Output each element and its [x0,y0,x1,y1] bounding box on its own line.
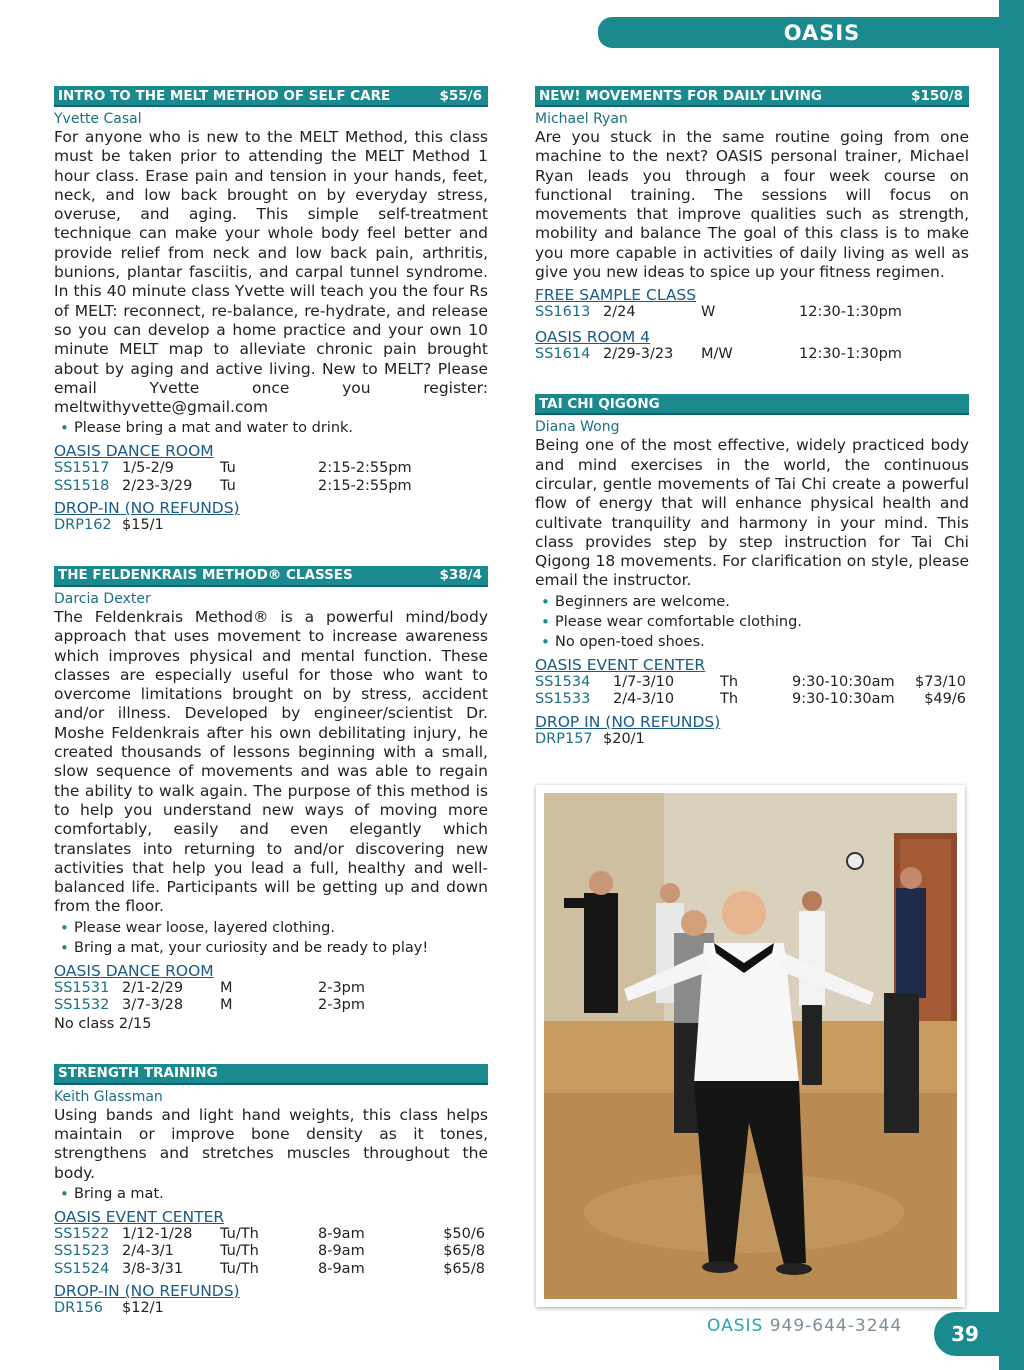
note-item: • Please bring a mat and water to drink. [54,418,488,438]
header-title: OASIS [783,20,861,45]
course-days: Tu [220,477,236,494]
instructor-name: Diana Wong [535,419,620,436]
schedule-row [535,346,969,364]
schedule-row [535,304,969,322]
course-code: SS1532 [54,997,110,1014]
course-dates: 2/4-3/10 [613,691,675,708]
course-dates: 2/1-2/29 [122,979,184,996]
course-time: 8-9am [318,1243,365,1260]
class-price: $38/4 [439,567,482,584]
course-code: DRP157 [535,730,593,747]
class-title: TAI CHI QIGONG [539,395,660,412]
course-fee: $65/8 [443,1260,485,1277]
class-notes [535,592,969,652]
class-notes [54,418,488,438]
location-link[interactable]: DROP-IN (NO REFUNDS) [54,1282,240,1301]
course-dates: 1/7-3/10 [613,673,675,690]
course-time: 2:15-2:55pm [318,460,412,477]
schedule-row [54,1300,488,1318]
course-code: DRP162 [54,517,112,534]
schedule-row [54,1261,488,1279]
page-edge-bar [999,0,1024,1370]
course-days: W [701,304,716,321]
page-number-tab [934,1312,1000,1356]
course-time: 12:30-1:30pm [799,345,902,362]
course-code: SS1522 [54,1225,110,1242]
note-item: • Bring a mat. [54,1184,488,1204]
class-photo-frame [536,785,965,1307]
drop-in-fee: $20/1 [603,730,645,747]
schedule-row [535,731,969,749]
location-link[interactable]: OASIS ROOM 4 [535,327,651,346]
page-number: 39 [951,1322,979,1346]
course-days: Th [720,673,739,690]
instructor-name: Darcia Dexter [54,590,151,607]
course-days: Tu/Th [220,1260,259,1277]
course-days: M/W [701,345,733,362]
note-item: • Bring a mat, your curiosity and be ready to play! [54,938,488,958]
schedule-row [54,980,488,998]
course-dates: 1/5-2/9 [122,460,174,477]
class-header [54,1064,488,1085]
course-time: 9:30-10:30am [792,673,895,690]
class-description: For anyone who is new to the MELT Method, this class must be taken prior to attending the MELT Method 1 hour class. Erase pain and tension in your hands, feet, neck, and low back brought on by everyday stress, overuse, and aging. This simple self-treatment technique can make your whole body feel better and provide relief from neck and low back pain, arthritis, bunions, plantar fasciitis, and carpal tunnel syndrome. In this 40 minute class Yvette will teach you the four Rs of MELT: reconnect, re-balance, re-hydrate, and release so you can develop a home practice and your own 10 minute MELT map to alleviate chronic pain brought about by aging and active living. New to MELT? Please email Yvette once you register: meltwithyvette@gmail.com [54,128,488,417]
course-days: Tu/Th [220,1225,259,1242]
note-item: • No open-toed shoes. [535,632,969,652]
note-item: • Please wear comfortable clothing. [535,612,969,632]
course-time: 2:15-2:55pm [318,477,412,494]
course-dates: 2/4-3/1 [122,1243,174,1260]
schedule-row [535,691,969,709]
course-code: DR156 [54,1300,103,1317]
tai-chi-class-photo [544,793,957,1299]
instructor-name: Michael Ryan [535,111,628,127]
location-link[interactable]: OASIS DANCE ROOM [54,961,214,980]
course-time: 2-3pm [318,979,366,996]
course-code: SS1613 [535,304,591,321]
instructor-name: Yvette Casal [54,111,142,127]
class-header [54,86,488,107]
class-title: THE FELDENKRAIS METHOD® CLASSES [58,567,353,584]
course-days: M [220,997,233,1014]
course-dates: 3/8-3/31 [122,1260,184,1277]
class-price: $55/6 [439,87,482,104]
class-melt [54,86,488,535]
course-days: Th [720,691,739,708]
course-time: 2-3pm [318,997,366,1014]
schedule-row [54,460,488,478]
footer-brand: OASIS [707,1316,764,1336]
location-link[interactable]: OASIS DANCE ROOM [54,442,214,461]
course-dates: 1/12-1/28 [122,1225,193,1242]
course-fee: $73/10 [914,673,966,690]
class-description: Using bands and light hand weights, this class helps maintain or improve bone density as it tones, strengthens and stretches muscles throughout the body. [54,1105,488,1182]
course-time: 12:30-1:30pm [799,304,902,321]
course-code: SS1533 [535,691,591,708]
course-fee: $49/6 [924,691,966,708]
course-days: Tu [220,460,236,477]
course-fee: $65/8 [443,1243,485,1260]
footer-phone: 949-644-3244 [769,1316,903,1336]
location-link[interactable]: OASIS EVENT CENTER [535,655,706,674]
course-code: SS1518 [54,477,110,494]
class-feldenkrais [54,566,488,1033]
schedule-note: No class 2/15 [54,1015,152,1032]
course-days: M [220,979,233,996]
section-header-tab [598,17,1010,48]
class-header [535,394,969,415]
course-code: SS1531 [54,979,110,996]
course-dates: 2/29-3/23 [603,345,674,362]
class-tai-chi-qigong [535,394,969,748]
class-header [54,566,488,587]
location-link[interactable]: OASIS EVENT CENTER [54,1207,225,1226]
class-title: STRENGTH TRAINING [58,1065,218,1082]
course-time: 8-9am [318,1260,365,1277]
instructor-name: Keith Glassman [54,1088,163,1105]
course-code: SS1614 [535,345,591,362]
course-code: SS1524 [54,1260,110,1277]
schedule-row [54,1243,488,1261]
class-price: $150/8 [911,87,963,104]
course-time: 9:30-10:30am [792,691,895,708]
class-title: NEW! MOVEMENTS FOR DAILY LIVING [539,87,822,104]
course-code: SS1534 [535,673,591,690]
drop-in-fee: $15/1 [122,517,164,534]
footer-contact [707,1316,902,1336]
class-title: INTRO TO THE MELT METHOD OF SELF CARE [58,87,391,104]
class-description: Being one of the most effective, widely practiced body and mind exercises in the world, the continuous circular, gentle movements of Tai Chi create a powerful flow of energy that will enhance physical health and cultivate tranquility and harmony in your mind. This class provides step by step instruction for Tai Chi Qigong 18 movements. For clarification on style, please email the instructor. [535,436,969,590]
class-description: Are you stuck in the same routine going from one machine to the next? OASIS personal trainer, Michael Ryan leads you through a four week course on functional training. The sessions will focus on movements that improve qualities such as strength, mobility and balance The goal of this class is to make you more capable in activities of daily living as well as give you new ideas to spice up your fitness regimen. [535,128,969,282]
class-notes [54,1184,488,1204]
class-notes [54,918,488,958]
course-days: Tu/Th [220,1243,259,1260]
schedule-row [54,1226,488,1244]
course-time: 8-9am [318,1225,365,1242]
location-link[interactable]: FREE SAMPLE CLASS [535,286,697,305]
course-dates: 2/23-3/29 [122,477,193,494]
course-fee: $50/6 [443,1225,485,1242]
course-dates: 2/24 [603,304,636,321]
note-item: • Please wear loose, layered clothing. [54,918,488,938]
class-description: The Feldenkrais Method® is a powerful mind/body approach that uses movement to increase awareness which improves physical and mental function. These classes are especially useful for those who want to overcome limitations brought on by stress, accident and/or illness. Developed by engineer/scientist Dr. Moshe Feldenkrais after his own debilitating injury, he created thousands of lessons beginning with a small, slow sequence of movements and was able to regain the ability to walk again. The purpose of this method is to help you understand new ways of moving more comfortably, easily and even elegantly which translates into returning to and/or discovering new activities that help you lead a full, healthy and well-balanced life. Participants will be getting up and down from the floor. [54,607,488,916]
location-link[interactable]: DROP-IN (NO REFUNDS) [54,499,240,518]
course-code: SS1523 [54,1243,110,1260]
schedule-row [54,997,488,1015]
right-column [535,86,969,748]
course-dates: 3/7-3/28 [122,997,184,1014]
location-link[interactable]: DROP IN (NO REFUNDS) [535,712,721,731]
course-code: SS1517 [54,460,110,477]
schedule-row [535,674,969,692]
class-movements-daily-living [535,86,969,363]
drop-in-fee: $12/1 [122,1300,164,1317]
schedule-row [54,517,488,535]
class-header [535,86,969,107]
schedule-row [54,478,488,496]
left-column [54,86,488,1318]
note-item: • Beginners are welcome. [535,592,969,612]
class-strength-training [54,1064,488,1318]
